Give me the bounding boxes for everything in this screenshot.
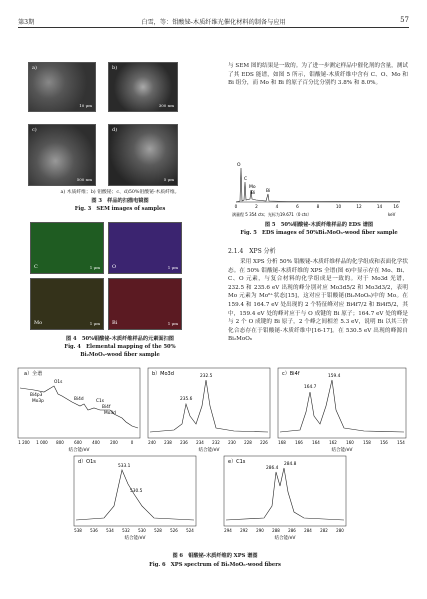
eds-peak-o: O [237,163,241,168]
eds-peak-bi-2: Bi [266,189,271,194]
svg-text:400: 400 [92,440,100,445]
fig6-caption-zh: 图 6 钼酸铋-木质纤维的 XPS 谱图 [172,553,258,559]
running-header [18,14,409,28]
running-title: 白雪，等：钼酸铋-木质纤维光催化材料的制备与应用 [141,19,286,26]
map-panel-o-label: O [112,264,117,270]
svg-text:280: 280 [336,528,344,533]
svg-text:282: 282 [320,528,328,533]
sem-panel-c-label: c) [32,127,37,133]
map-panel-o-scale: 1 μm [167,265,178,270]
eds-peak-bi-1: Bi [251,191,256,196]
svg-text:236: 236 [180,440,188,445]
svg-text:200: 200 [110,440,118,445]
svg-text:b）Mo3d: b）Mo3d [152,371,174,377]
fig5-caption-en: Fig. 5 EDS images of 50%Bi₂MoO₆-wood fiber sample [240,230,398,236]
fig5-caption-zh: 图 5 50%钼酸铋-木质纤维样品的 EDS 谱图 [264,222,374,228]
svg-text:156: 156 [380,440,388,445]
xps-a-peak: Bi4f [102,405,111,410]
svg-text:530.5: 530.5 [130,489,143,494]
fig4-caption-en-1: Fig. 4 Elemental mapping of the 50% [64,344,176,350]
svg-text:0: 0 [130,440,134,445]
svg-text:结合能/eV: 结合能/eV [68,448,90,453]
eds-tick: 10 [335,204,342,209]
map-panel-mo-label: Mo [34,320,43,326]
paragraph-1: 与 SEM 图的结果是一致的。为了进一步测定样品中催化剂的含量，测试了其 EDS 能谱，如图 5 所示，钼酸铋-木质纤维中含有 C、O、Mo 和 Bi 组分，而 Mo 和 Bi 的原子百分比分别约 3.8% 和 8.0%。 [228,63,408,87]
svg-text:结合能/eV: 结合能/eV [331,448,353,453]
svg-text:800: 800 [56,440,64,445]
svg-text:230: 230 [228,440,236,445]
sem-panel-b-scale: 300 nm [158,103,174,108]
svg-text:536: 536 [90,528,98,533]
sem-panel-c-scale: 500 nm [76,177,92,182]
eds-tick: 4 [275,204,279,209]
map-panel-mo-scale: 1 μm [89,321,100,326]
xps-a-peak: Mo3p [32,399,44,404]
svg-text:1 200: 1 200 [18,440,30,445]
sem-panel-d-scale: 5 μm [163,177,174,182]
svg-text:结合能/eV: 结合能/eV [124,536,146,541]
map-panel-bi [108,278,182,330]
eds-tick: 12 [356,204,362,209]
sem-panel-a [28,62,96,112]
svg-text:158: 158 [363,440,371,445]
svg-text:286.4: 286.4 [266,466,279,471]
page-number: 57 [400,16,409,24]
svg-text:166: 166 [295,440,303,445]
fig3-caption-zh: 图 3 样品的扫描电镜图 [91,198,149,204]
svg-text:d）O1s: d）O1s [78,459,96,465]
svg-text:524: 524 [186,528,194,533]
eds-tick: 0 [234,204,238,209]
eds-peak-c: C [244,177,248,182]
svg-text:结合能/eV: 结合能/eV [274,536,296,541]
svg-text:288: 288 [272,528,280,533]
xps-panel-d [74,456,196,541]
map-panel-c-label: C [34,264,38,270]
sem-panel-d-label: d) [112,127,118,133]
sem-panel-c [28,124,96,186]
svg-text:284: 284 [304,528,312,533]
svg-text:160: 160 [346,440,354,445]
issue-label: 第3期 [18,19,35,26]
xps-panel-a [18,368,140,453]
svg-text:结合能/eV: 结合能/eV [198,448,220,453]
svg-text:168: 168 [278,440,286,445]
svg-text:533.1: 533.1 [118,464,131,469]
svg-text:e）C1s: e）C1s [228,459,246,465]
eds-peak-mo: Mo [249,185,256,190]
map-panel-mo [30,278,104,330]
xps-a-peak: Mo3d [104,411,116,416]
svg-text:532: 532 [122,528,130,533]
svg-text:159.4: 159.4 [328,374,341,379]
section-heading: 2.1.4 XPS 分析 [228,248,276,255]
svg-text:292: 292 [240,528,248,533]
svg-text:528: 528 [154,528,162,533]
fig4-caption-en-2: Bi₂MoO₆-wood fiber sample [80,352,160,358]
map-panel-bi-label: Bi [112,320,118,326]
svg-text:1 000: 1 000 [36,440,48,445]
svg-text:232.5: 232.5 [200,374,213,379]
svg-text:240: 240 [148,440,156,445]
svg-text:600: 600 [74,440,82,445]
eds-tick: 14 [376,204,383,209]
sem-panel-d [108,124,178,186]
xps-a-peak: Bi4d [74,397,84,402]
svg-text:534: 534 [106,528,114,533]
xps-panel-e [224,456,346,541]
svg-text:164: 164 [312,440,320,445]
svg-text:286: 286 [288,528,296,533]
eds-tick: 2 [255,204,258,209]
svg-text:290: 290 [256,528,264,533]
svg-text:162: 162 [329,440,337,445]
xps-a-title: a）全谱 [24,371,43,377]
svg-text:154: 154 [397,440,405,445]
xps-a-peak: C1s [96,399,104,404]
map-panel-bi-scale: 1 μm [167,321,178,326]
svg-text:238: 238 [164,440,172,445]
sem-panel-b [108,62,178,112]
svg-text:530: 530 [138,528,146,533]
svg-text:538: 538 [74,528,82,533]
svg-text:235.6: 235.6 [180,397,193,402]
sem-panel-a-scale: 10 μm [79,103,92,108]
fig3-legend: a) 木质纤维；b) 钼酸铋；c、d)50%钼酸铋-木质纤维。 [60,190,180,195]
map-panel-c-scale: 1 μm [89,265,100,270]
svg-text:226: 226 [260,440,268,445]
svg-text:284.8: 284.8 [284,462,297,467]
svg-text:294: 294 [224,528,232,533]
svg-text:234: 234 [196,440,204,445]
svg-text:232: 232 [212,440,220,445]
eds-tick: 6 [296,204,299,209]
fig5-eds-spectrum [228,132,408,218]
map-panel-c [30,222,104,274]
svg-text:c）Bi4f: c）Bi4f [282,371,300,377]
eds-tick: 16 [393,204,399,209]
eds-footer: 满量程 5 354 cts；光标为19.671（0 cts） [232,212,312,217]
fig3-caption-en: Fig. 3 SEM images of samples [74,206,166,212]
eds-unit: keV [388,212,396,217]
xps-a-ticks [18,440,133,445]
xps-panel-c [278,368,406,453]
xps-panel-b [148,368,270,453]
sem-panel-a-label: a) [32,65,37,71]
xps-a-peak: Bi4p3 [30,393,43,398]
eds-tick: 8 [316,204,320,209]
fig6-xps-figure [14,366,414,544]
map-panel-o [108,222,182,274]
fig6-caption-en: Fig. 6 XPS spectrum of Bi₂MoO₆-wood fibers [149,562,281,568]
fig4-caption-zh: 图 4 50%钼酸铋-木质纤维样品的元素面扫图 [66,336,174,342]
xps-a-peak: O1s [54,380,63,385]
svg-text:164.7: 164.7 [304,385,317,390]
paragraph-2: 采用 XPS 分析 50% 钼酸铋-木质纤维样品的化学组成和表面化学状态。在 50% 钼酸铋-木质纤维的 XPS 全谱(图 6)中显示存在 Mo、Bi、C、O 元素，与复合材料的化学组成是一致的。对于 Mo3d 光谱，232.5 和 235.6 eV 出现的峰分别对应 Mo3d5/2 和 Mo3d3/2，表明 Mo 元素为 Mo⁶⁺状态[15]，这对应于钼酸铋(Bi₂MoO₆)中的 Mo。在 159.4 和 164.7 eV 处出现的 2 个特征峰对应 Bi4f7/2 和 Bi4f5/2，其中，159.4 eV 处的峰对应于与 O 成键的 Bi 原子；164.7 eV 处的峰是与 2 个 O 成键的 Bi 原子，2 个峰之间相差 5.3 eV，说明 Bi 以其三价化合态存在于钼酸铋-木质纤维中[16-17]。在 530.5 eV 出现的峰源自 Bi₂MoO₆ [228,259,408,343]
svg-text:526: 526 [170,528,178,533]
svg-text:228: 228 [244,440,252,445]
sem-panel-b-label: b) [112,65,118,71]
